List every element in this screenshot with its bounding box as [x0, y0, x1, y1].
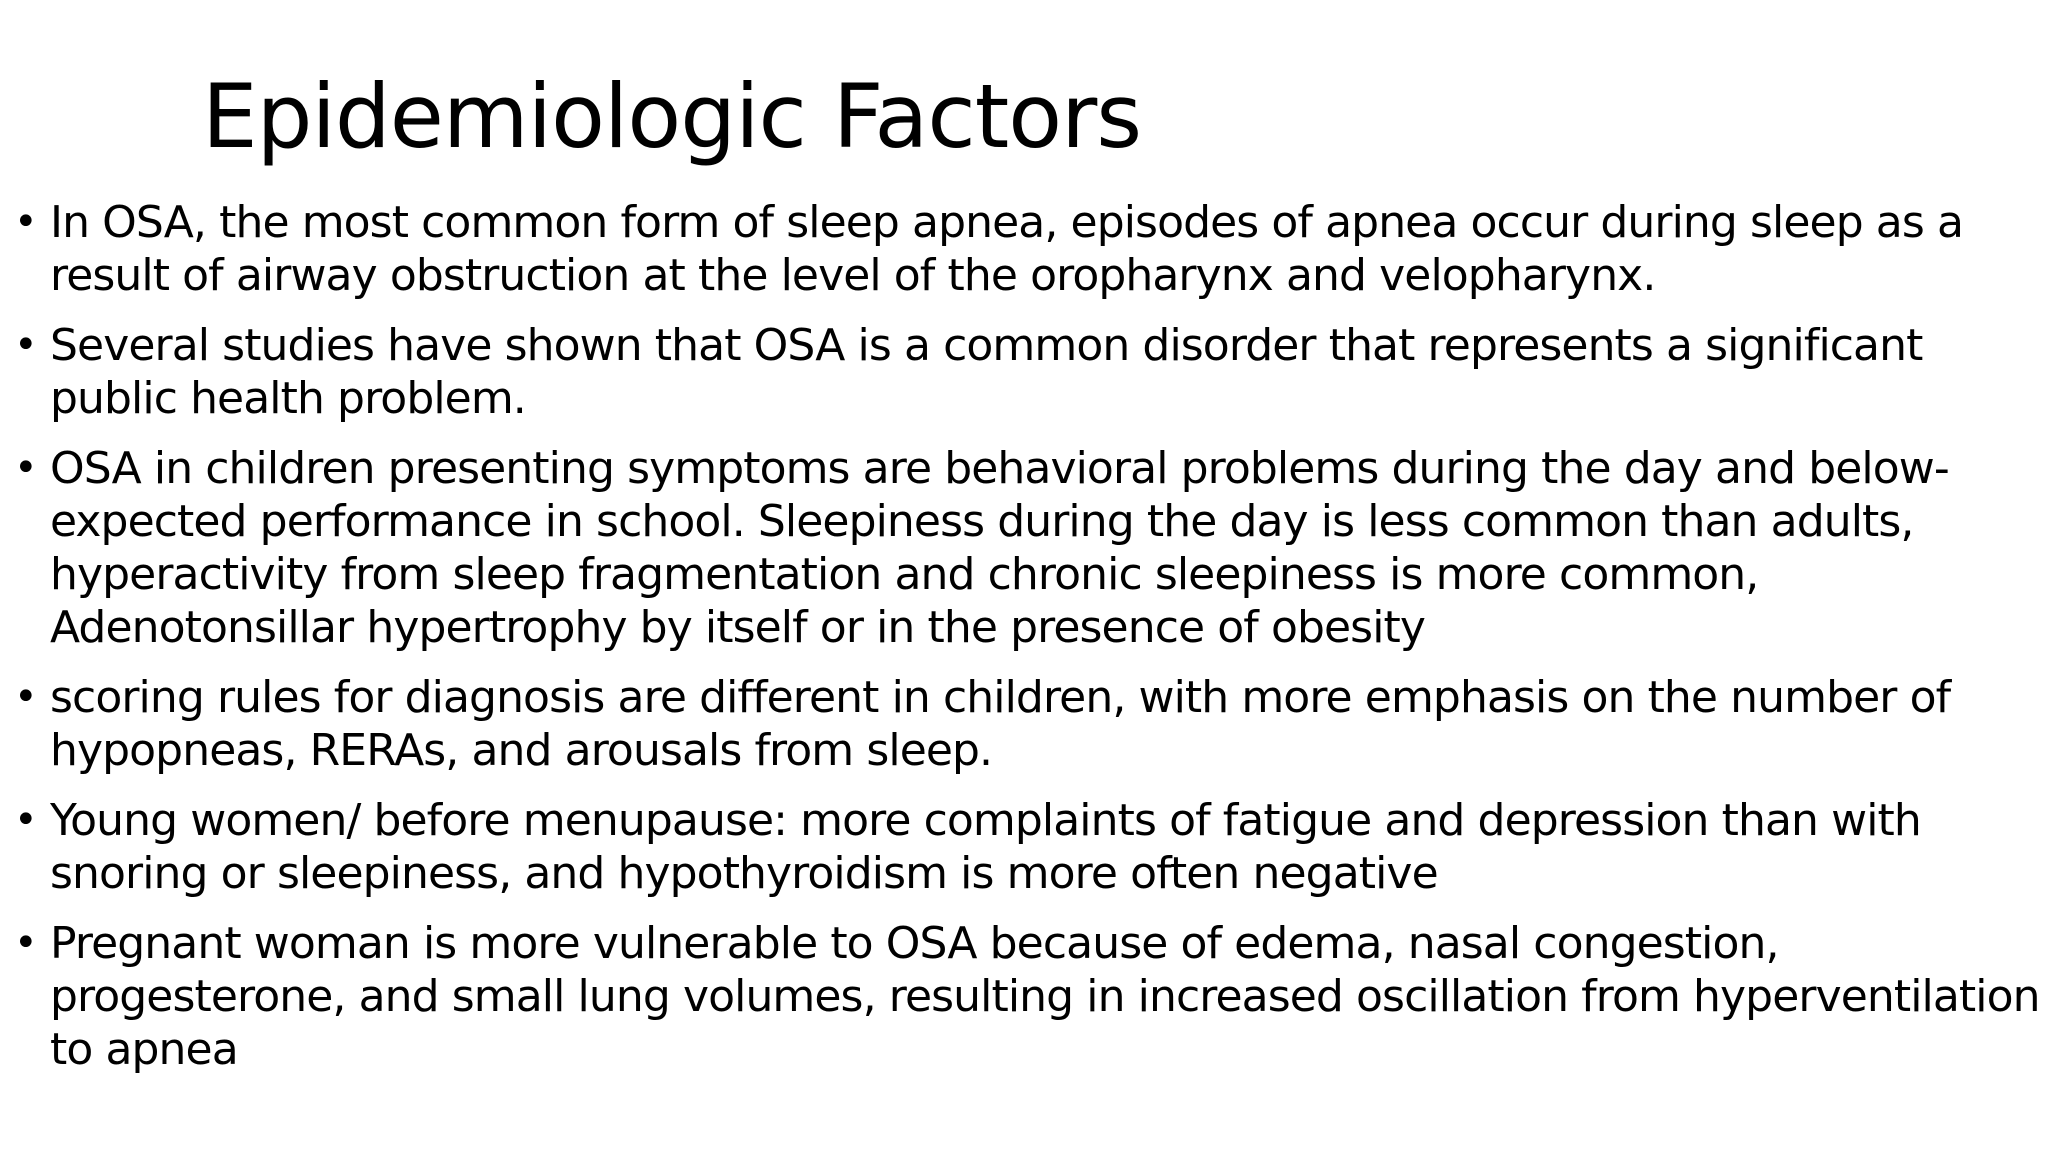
bullet-item	[0, 196, 2040, 302]
bullet-icon: •	[14, 674, 37, 720]
bullet-icon: •	[14, 322, 37, 368]
bullet-text: In OSA, the most common form of sleep apnea, episodes of apnea occur during sleep as a result of airway obstruction at the level of the oropharynx and velopharynx.	[50, 197, 1964, 301]
bullet-item	[0, 794, 2040, 900]
bullet-icon: •	[14, 920, 37, 966]
bullet-item	[0, 671, 2040, 777]
slide-title: Epidemiologic Factors	[202, 65, 1142, 168]
bullet-list	[0, 196, 2048, 1093]
bullet-text: OSA in children presenting symptoms are behavioral problems during the day and below-expected performance in school. Sleepiness during the day is less common than adults, hyperactivity from sleep fragmentation and chronic sleepiness is more common, Adenotonsillar hypertrophy by itself or in the presence of obesity	[50, 443, 1949, 653]
bullet-item	[0, 917, 2040, 1076]
bullet-item	[0, 319, 2040, 425]
bullet-text: Pregnant woman is more vulnerable to OSA because of edema, nasal congestion, progesterone, and small lung volumes, resulting in increased oscillation from hyperventilation to apnea	[50, 918, 2040, 1075]
bullet-icon: •	[14, 445, 37, 491]
bullet-text: scoring rules for diagnosis are different in children, with more emphasis on the number of hypopneas, RERAs, and arousals from sleep.	[50, 672, 1951, 776]
bullet-icon: •	[14, 797, 37, 843]
bullet-item	[0, 442, 2040, 654]
bullet-text: Young women/ before menupause: more complaints of fatigue and depression than with snoring or sleepiness, and hypothyroidism is more often negative	[50, 795, 1921, 899]
bullet-text: Several studies have shown that OSA is a common disorder that represents a significant public health problem.	[50, 320, 1923, 424]
bullet-icon: •	[14, 199, 37, 245]
